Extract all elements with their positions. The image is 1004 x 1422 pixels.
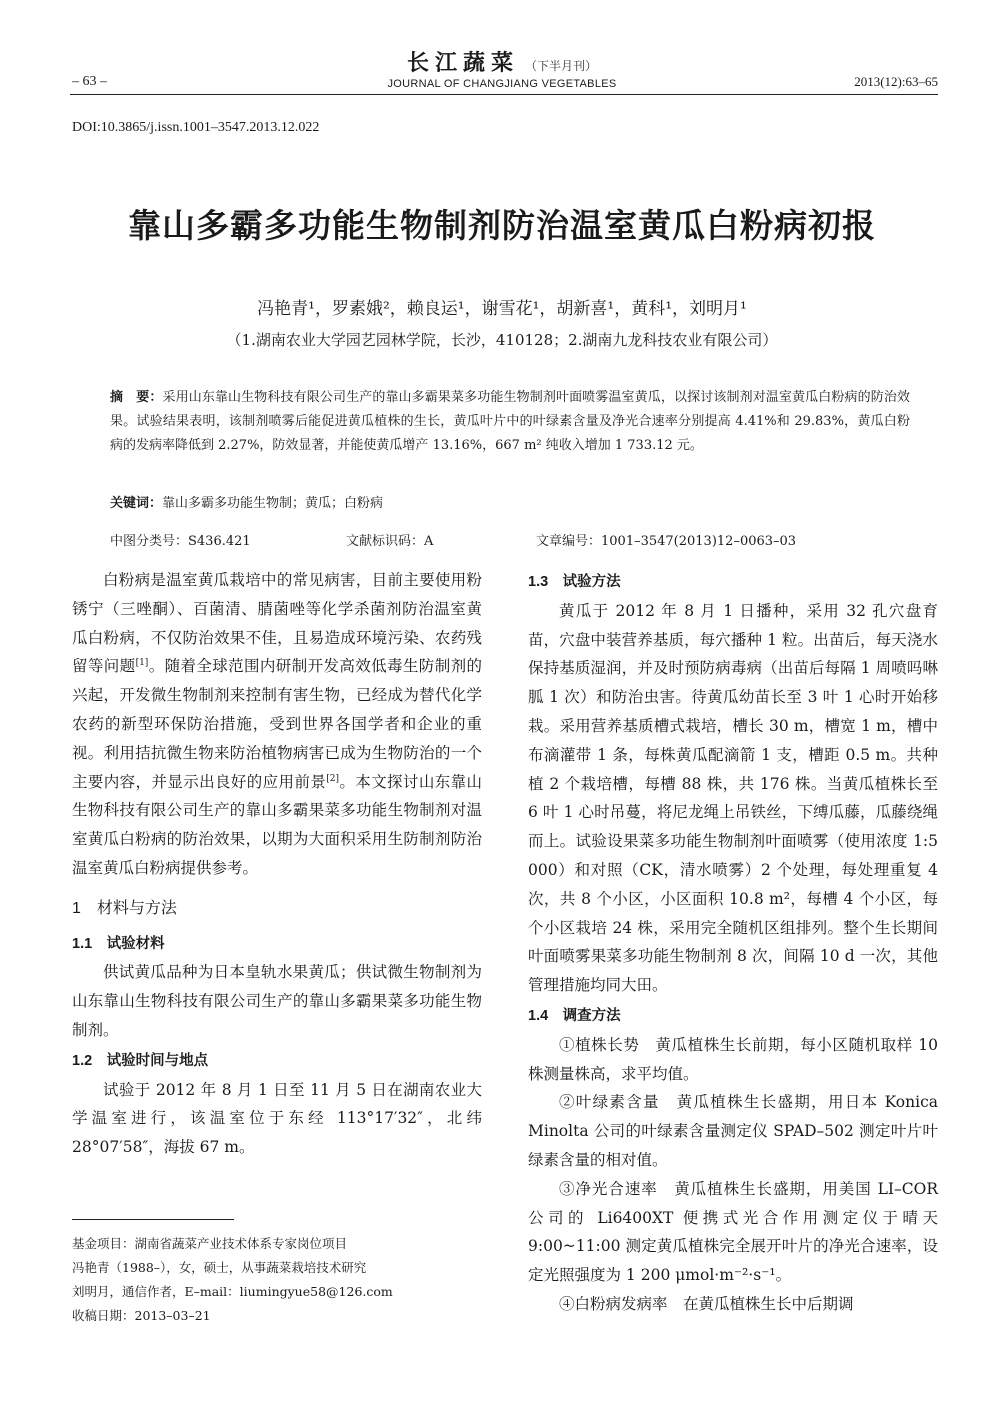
keywords (110, 492, 910, 511)
journal-half-month: （下半月刊） (525, 59, 598, 73)
footnote-received: 收稿日期：2013–03–21 (72, 1308, 211, 1323)
paper-title: 靠山多霸多功能生物制剂防治温室黄瓜白粉病初报 (128, 206, 876, 245)
abstract-label: 摘 要： (110, 390, 163, 405)
paragraph-1-3: 黄瓜于 2012 年 8 月 1 日播种，采用 32 孔穴盘育苗，穴盘中装营养基质，每穴播种 1 粒。出苗后，每天浇水保持基质湿润，并及时预防病毒病（出苗后每隔 1 周喷吗啉胍 1 次）和防治虫害。待黄瓜幼苗长至 3 叶 1 心时开始移栽。采用营养基质槽式栽培，槽长 30 m，槽宽 1 m，槽中布滴灌带 1 条，每株黄瓜配滴箭 1 支，槽距 0.5 m。共种植 2 个栽培槽，每槽 88 株，共 176 株。当黄瓜植株长至 6 叶 1 心时吊蔓，将尼龙绳上吊铁丝，下缚瓜藤，瓜藤绕绳而上。试验设果菜多功能生物制剂叶面喷雾（使用浓度 1:5 000）和对照（CK，清水喷雾）2 个处理，每处理重复 4 次，共 8 个小区，小区面积 10.8 m²，每槽 4 个小区，每个小区栽培 24 株，采用完全随机区组排列。整个生长期间叶面喷雾果菜多功能生物制剂 8 次，间隔 10 d 一次，其他管理措施均同大田。 (528, 601, 938, 995)
article-number: 文章编号：1001–3547(2013)12–0063–03 (536, 534, 797, 549)
footnote-author: 冯艳青（1988–），女，硕士，从事蔬菜栽培技术研究 (72, 1260, 367, 1275)
paragraph-1-1: 供试黄瓜品种为日本皇轨水果黄瓜；供试微生物制剂为山东靠山生物科技有限公司生产的靠山多霸果菜多功能生物制剂。 (72, 963, 482, 1039)
citation-2[interactable]: [2] (326, 773, 339, 784)
footnotes (72, 1232, 492, 1328)
keywords-label: 关键词： (110, 496, 163, 511)
document-code: 文献标识码：A (346, 534, 434, 549)
journal-header (0, 46, 1004, 77)
paragraph-1-4-b: ②叶绿素含量 黄瓜植株生长盛期，用日本 Konica Minolta 公司的叶绿素含量测定仪 SPAD–502 测定叶片叶绿素含量的相对值。 (528, 1093, 938, 1169)
paragraph-1-2: 试验于 2012 年 8 月 1 日至 11 月 5 日在湖南农业大学温室进行，该温室位于东经 113°17′32″，北纬 28°07′58″，海拔 67 m。 (72, 1080, 482, 1157)
footnote-divider (72, 1219, 234, 1220)
intro-paragraph (72, 566, 482, 883)
issue-info: 2013(12):63–65 (854, 74, 938, 89)
clc-number: 中图分类号：S436.421 (110, 534, 251, 549)
authors: 冯艳青¹，罗素娥²，赖良运¹，谢雪花¹，胡新喜¹，黄科¹，刘明月¹ (257, 299, 747, 319)
affiliation: （1.湖南农业大学园艺园林学院，长沙，410128；2.湖南九龙科技农业有限公司） (226, 331, 778, 349)
page-number: – 63 – (72, 74, 107, 89)
doi: DOI:10.3865/j.issn.1001–3547.2013.12.022 (72, 120, 320, 135)
journal-name-en: JOURNAL OF CHANGJIANG VEGETABLES (387, 78, 617, 90)
paragraph-1-4-d: ④白粉病发病率 在黄瓜植株生长中后期调 (559, 1294, 854, 1313)
left-column (72, 566, 482, 1162)
abstract (110, 386, 910, 458)
abstract-text: 采用山东靠山生物科技有限公司生产的靠山多霸果菜多功能生物制剂叶面喷雾温室黄瓜，以探讨该制剂对温室黄瓜白粉病的防治效果。试验结果表明，该制剂喷雾后能促进黄瓜植株的生长，黄瓜叶片中的叶绿素含量及净光合速率分别提高 4.41%和 29.83%，黄瓜白粉病的发病率降低到 2.27%，防效显著，并能使黄瓜增产 13.16%，667 m² 纯收入增加 1 733.12 元。 (110, 390, 910, 453)
intro-text-c: 。本文探讨山东靠山生物科技有限公司生产的靠山多霸果菜多功能生物制剂对温室黄瓜白粉病的防治效果，以期为大面积采用生防制剂防治温室黄瓜白粉病提供参考。 (72, 772, 482, 877)
right-column (528, 566, 938, 1319)
footnote-fund: 基金项目：湖南省蔬菜产业技术体系专家岗位项目 (72, 1236, 348, 1251)
paragraph-1-4-a: ①植株长势 黄瓜植株生长前期，每小区随机取样 10 株测量株高，求平均值。 (528, 1035, 938, 1083)
section-heading-1: 1 材料与方法 (72, 899, 177, 917)
footnote-corresponding[interactable]: 刘明月，通信作者，E–mail：liumingyue58@126.com (72, 1284, 393, 1299)
journal-name-cn: 长江蔬菜 (406, 50, 519, 76)
subsection-heading-1-2: 1.2 试验时间与地点 (72, 1052, 209, 1069)
keywords-text: 靠山多霸多功能生物制；黄瓜；白粉病 (162, 496, 384, 511)
subsection-heading-1-1: 1.1 试验材料 (72, 935, 165, 952)
citation-1[interactable]: [1] (135, 658, 149, 669)
paragraph-1-4-c: ③净光合速率 黄瓜植株生长盛期，用美国 LI–COR 公司的 Li6400XT 便携式光合作用测定仪于晴天 9:00~11:00 测定黄瓜植株完全展开叶片的净光合速率，设定光照强度为 1 200 μmol·m⁻²·s⁻¹。 (528, 1179, 938, 1285)
header-divider (70, 94, 938, 95)
intro-text-a: 白粉病是温室黄瓜栽培中的常见病害，目前主要使用粉锈宁（三唑酮）、百菌清、腈菌唑等化学杀菌剂防治温室黄瓜白粉病，不仅防治效果不佳，且易造成环境污染、农药残留等问题 (72, 571, 482, 676)
subsection-heading-1-4: 1.4 调查方法 (528, 1007, 621, 1024)
intro-text-b: 。随着全球范围内研制开发高效低毒生防制剂的兴起，开发微生物制剂来控制有害生物，已经成为替代化学农药的新型环保防治措施，受到世界各国学者和企业的重视。利用拮抗微生物来防治植物病害已成为生物防治的一个主要内容，并显示出良好的应用前景 (72, 657, 482, 791)
subsection-heading-1-3: 1.3 试验方法 (528, 574, 621, 590)
